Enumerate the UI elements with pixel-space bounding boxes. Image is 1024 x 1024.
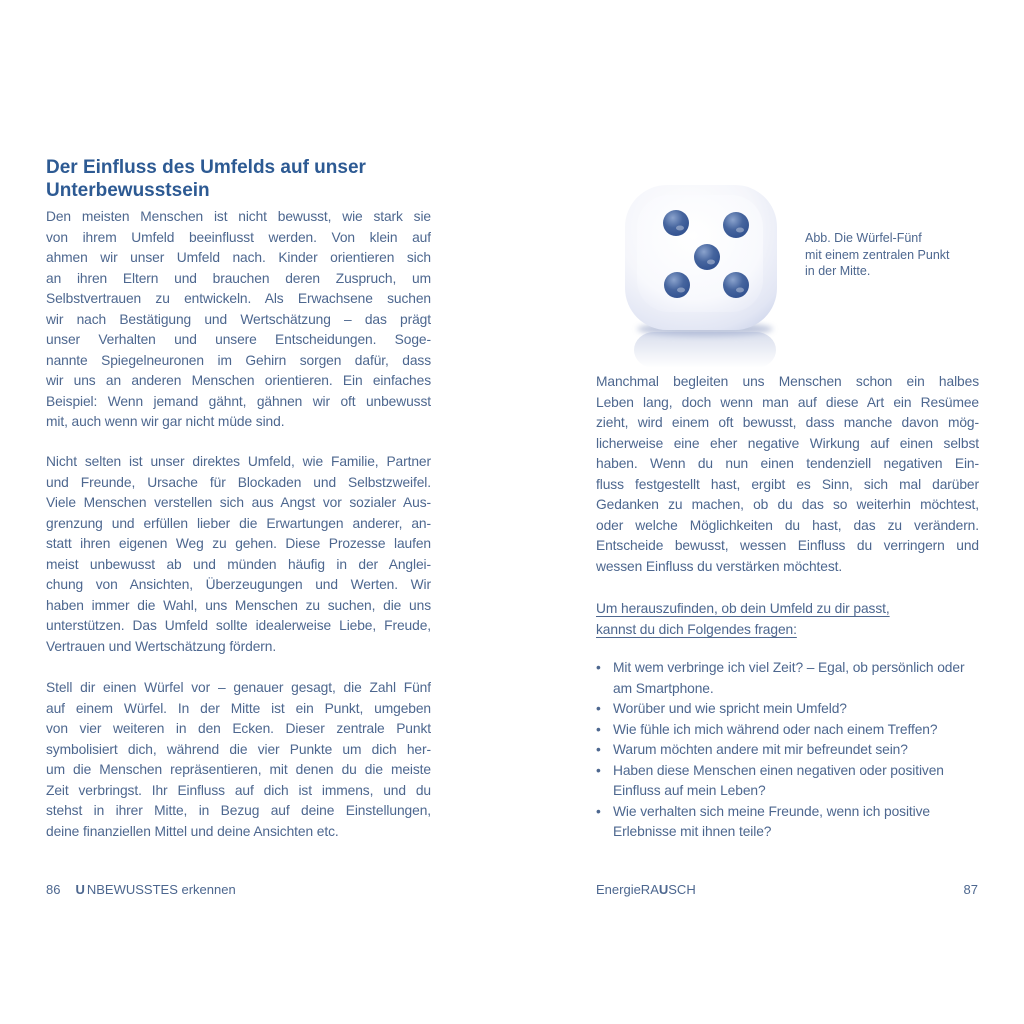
text-line: an ihren Eltern und brauchen deren Zuspruch, um <box>46 270 431 286</box>
text-line: symbolisiert dich, während die vier Punkte um dich her- <box>46 741 431 757</box>
question-list <box>596 658 979 843</box>
text-line: Viele Menschen verstellen sich aus Angst vor sozialer Aus- <box>46 495 431 510</box>
bullet-icon: • <box>596 803 601 819</box>
text-line: kannst du dich Folgendes fragen: <box>596 622 797 637</box>
text-line: Beispiel: Wenn jemand gähnt, gähnen wir oft unbewusst <box>46 393 431 409</box>
die-five-image <box>612 170 802 370</box>
text-line: von vier weiteren in den Ecken. Dieser zentrale Punkt <box>46 721 431 736</box>
figure-caption <box>805 230 950 280</box>
paragraph <box>46 452 431 657</box>
text-line: haben immer die Wahl, uns Menschen zu suchen, die uns <box>46 597 431 613</box>
text-line: zieht, wird einem oft bewusst, dass manche davon mög- <box>596 415 979 430</box>
text-line: grenzung und erfüllen lieber die Erwartungen anderer, an- <box>46 515 431 531</box>
paragraph <box>46 207 431 433</box>
text-line: ahmen wir unser Umfeld nach. Kinder orientieren sich <box>46 250 431 265</box>
bullet-icon: • <box>596 660 601 675</box>
page-number-right: 87 <box>963 882 978 897</box>
chapter-title: NBEWUSSTES erkennen <box>86 882 236 897</box>
list-item-text: Wie verhalten sich meine Freunde, wenn ich positive Erlebnisse mit ihnen teile? <box>613 803 930 839</box>
text-line: wir uns an anderen Menschen orientieren. Ein einfaches <box>46 373 431 388</box>
list-item <box>596 740 979 761</box>
list-item <box>596 699 979 720</box>
text-line: Um herauszufinden, ob dein Umfeld zu dir passt, <box>596 601 890 616</box>
text-line: fluss festgestellt hast, ergibt es Sinn, sich mal darüber <box>596 476 979 492</box>
text-line: Zeit verbringst. Ihr Einfluss auf dich ist immens, und du <box>46 782 431 798</box>
text-line: unterstützen. Das Umfeld sollte idealerweise Liebe, Freude, <box>46 618 431 633</box>
text-line: wir nach Bestätigung und Wertschätzung – das prägt <box>46 311 431 327</box>
text-line: deine finanziellen Mittel und deine Ansichten etc. <box>46 823 339 839</box>
list-item-text: Mit wem verbringe ich viel Zeit? – Egal, ob persönlich oder am Smartphone. <box>613 660 965 696</box>
question-heading <box>596 598 979 640</box>
list-item-text: Worüber und wie spricht mein Umfeld? <box>613 701 847 716</box>
chapter-title-initial: U <box>75 882 85 897</box>
text-line: in der Mitte. <box>805 264 871 278</box>
text-line: Vertrauen und Wertschätzung fördern. <box>46 638 277 654</box>
text-line: Unterbewusstsein <box>46 179 210 201</box>
list-item-text: Wie fühle ich mich während oder nach einem Treffen? <box>613 721 938 737</box>
list-item <box>596 658 979 699</box>
text-line: haben. Wenn du nun einen tendenziell negativen Ein- <box>596 456 979 471</box>
text-line: mit einem zentralen Punkt <box>805 247 950 262</box>
text-line: stehst in ihrer Mitte, in Bezug auf deine Einstellungen, <box>46 803 431 818</box>
footer-left <box>46 882 431 898</box>
list-item-text: Warum möchten andere mit mir befreundet sein? <box>613 742 908 757</box>
text-line: Entscheide bewusst, wessen Einfluss du verringern und <box>596 538 979 553</box>
paragraph <box>46 678 431 842</box>
footer-right <box>596 882 978 898</box>
text-line: Selbstvertrauen zu entwickeln. Als Erwachsene suchen <box>46 291 431 306</box>
text-line: Leben lang, doch wenn man auf diese Art ein Resümee <box>596 394 979 410</box>
page-right <box>596 170 979 870</box>
text-line: wessen Einfluss du verstärken möchtest. <box>596 558 843 574</box>
text-line: auf einem Würfel. In der Mitte ist ein Punkt, umgeben <box>46 700 431 716</box>
text-line: Den meisten Menschen ist nicht bewusst, wie stark sie <box>46 209 431 224</box>
text-line: Der Einfluss des Umfelds auf unser <box>46 156 366 178</box>
text-line: nannte Spiegelneuronen im Gehirn sorgen dafür, dass <box>46 352 431 368</box>
text-line: unser Verhalten und unsere Entscheidungen. Soge- <box>46 332 431 347</box>
text-line: licherweise eine eher negative Wirkung auf einen selbst <box>596 435 979 451</box>
text-line: Gedanken zu machen, ob du das so weiterhin möchtest, <box>596 497 979 512</box>
list-item <box>596 761 979 802</box>
text-line: um die Menschen repräsentieren, mit denen du die meiste <box>46 762 431 777</box>
bullet-icon: • <box>596 701 601 716</box>
bullet-icon: • <box>596 721 601 737</box>
page-left <box>46 143 431 863</box>
page-title <box>46 156 431 202</box>
text-line: und Freunde, Ursache für Blockaden und Selbstzweifel. <box>46 474 431 490</box>
text-line: von ihrem Umfeld beeinflusst werden. Von klein auf <box>46 229 431 245</box>
text-line: Manchmal begleiten uns Menschen schon ein halbes <box>596 374 979 389</box>
page-number-left: 86 <box>46 882 61 897</box>
text-line: statt ihren eigenen Weg zu gehen. Diese Prozesse laufen <box>46 536 431 551</box>
list-item <box>596 802 979 843</box>
text-line: oder welche Möglichkeiten du hast, das zu verändern. <box>596 517 979 533</box>
text-line: chung von Ansichten, Überzeugungen und Werten. Wir <box>46 577 431 592</box>
book-title: EnergieRAUSCH <box>596 882 696 897</box>
text-line: mit, auch wenn wir gar nicht müde sind. <box>46 414 285 429</box>
bullet-icon: • <box>596 762 601 778</box>
list-item <box>596 720 979 741</box>
die-reflection <box>634 332 776 368</box>
text-line: Abb. Die Würfel-Fünf <box>805 231 922 245</box>
text-line: Nicht selten ist unser direktes Umfeld, wie Familie, Partner <box>46 454 431 469</box>
text-line: Stell dir einen Würfel vor – genauer gesagt, die Zahl Fünf <box>46 680 431 695</box>
die-figure <box>596 170 979 372</box>
bullet-icon: • <box>596 742 601 757</box>
paragraph <box>596 372 979 577</box>
list-item-text: Haben diese Menschen einen negativen oder positiven Einfluss auf mein Leben? <box>613 762 944 798</box>
text-line: meist unbewusst ab und münden häufig in der Anglei- <box>46 556 431 572</box>
